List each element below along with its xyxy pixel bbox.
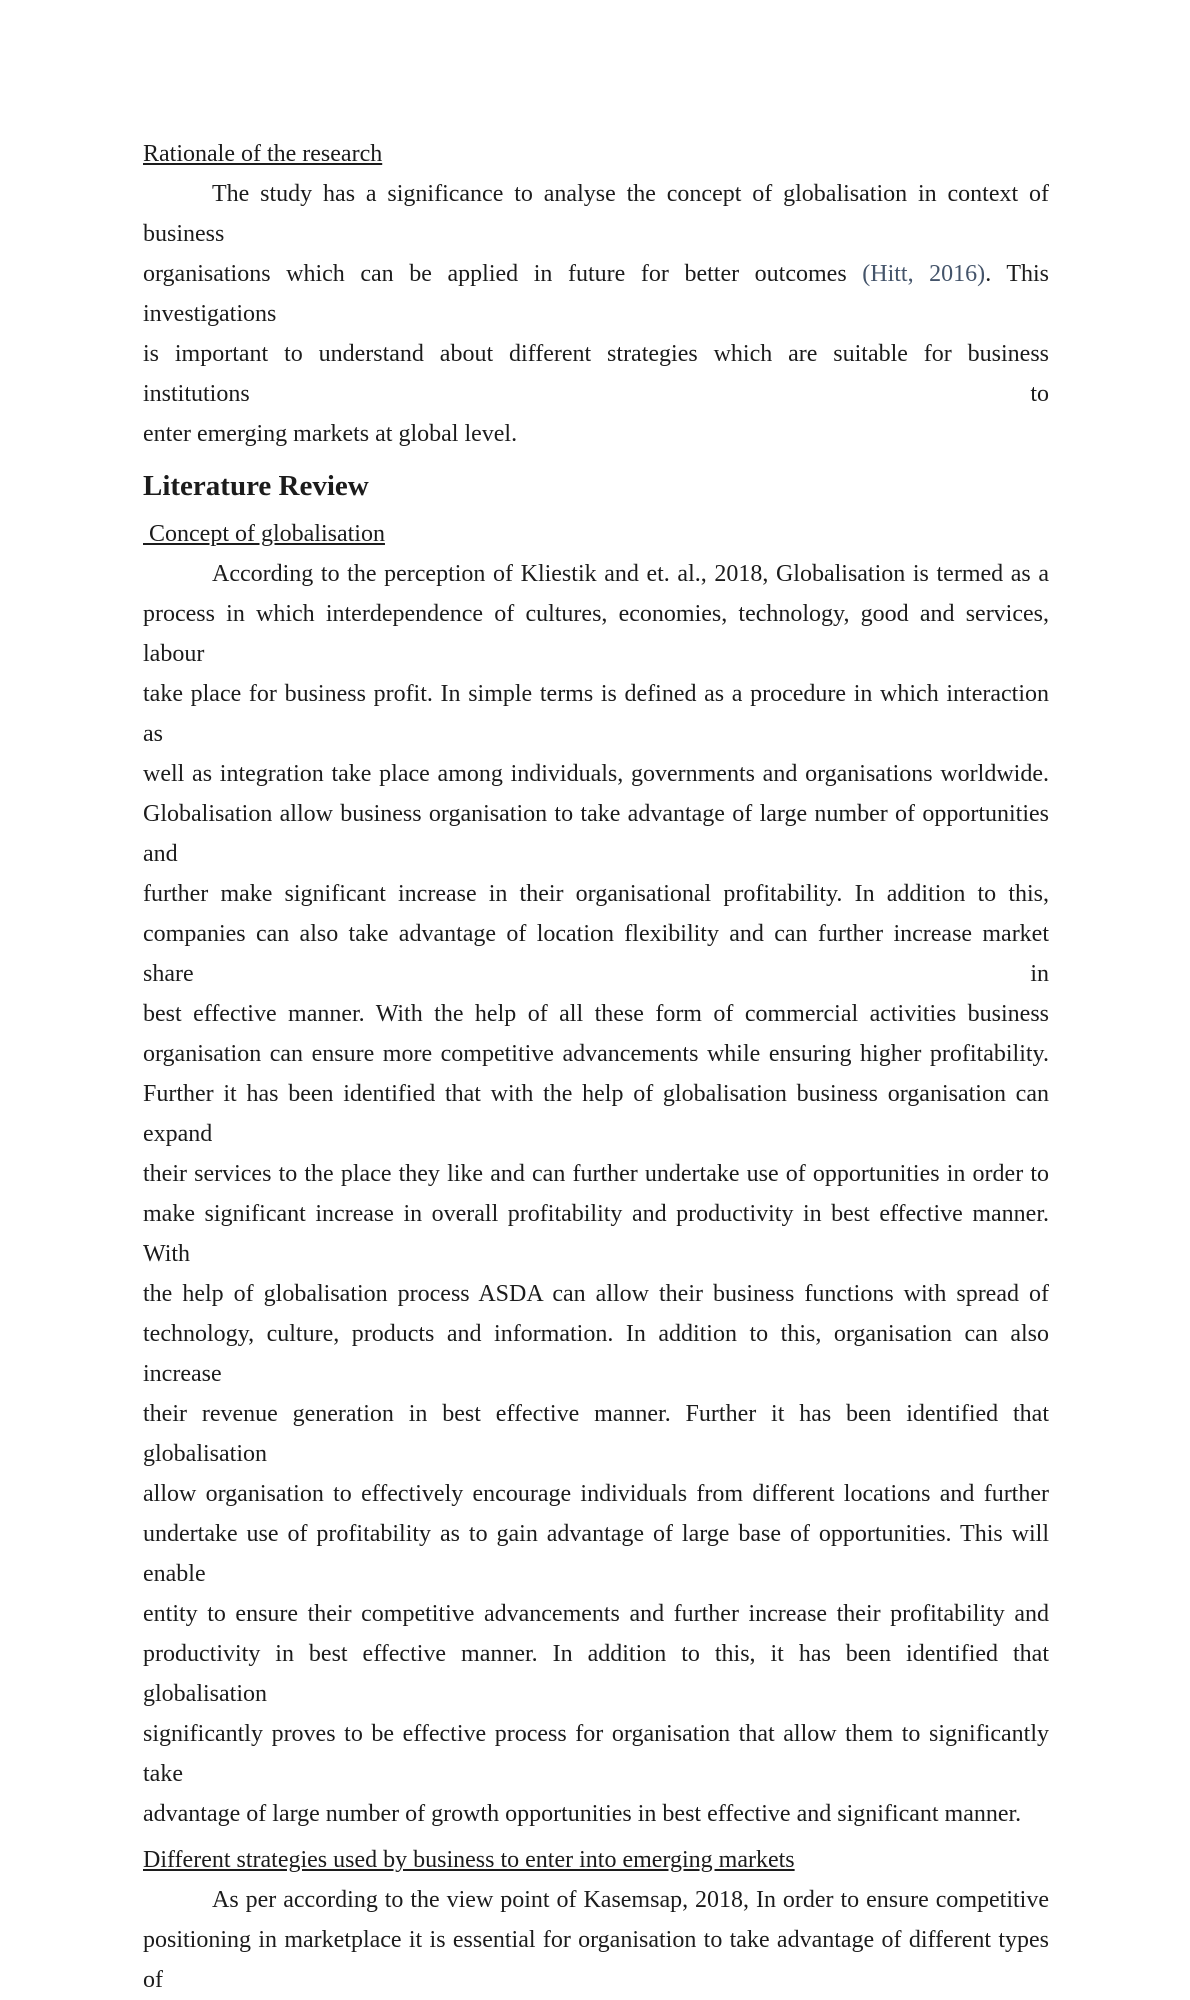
text-line: allow organisation to effectively encourage individuals from different locations and further bbox=[143, 1481, 1049, 1507]
text-line: productivity in best effective manner. In addition to this, it has been identified that globalisation bbox=[143, 1641, 1049, 1707]
paragraph-rationale bbox=[143, 174, 1049, 454]
text-line: The study has a significance to analyse the concept of globalisation in context of business bbox=[143, 181, 1049, 247]
text-line: significantly proves to be effective process for organisation that allow them to significantly take bbox=[143, 1721, 1049, 1787]
text-line: As per according to the view point of Kasemsap, 2018, In order to ensure competitive bbox=[212, 1887, 1049, 1913]
text-line: their services to the place they like and can further undertake use of opportunities in order to bbox=[143, 1161, 1049, 1187]
text-line: make significant increase in overall profitability and productivity in best effective manner. With bbox=[143, 1201, 1049, 1267]
text-line: their revenue generation in best effective manner. Further it has been identified that globalisation bbox=[143, 1401, 1049, 1467]
text-line: undertake use of profitability as to gain advantage of large base of opportunities. This will enable bbox=[143, 1521, 1049, 1587]
text-line: advantage of large number of growth opportunities in best effective and significant manner. bbox=[143, 1801, 1022, 1827]
text-line: entity to ensure their competitive advancements and further increase their profitability and bbox=[143, 1601, 1049, 1627]
text-line: is important to understand about different strategies which are suitable for business institutions to bbox=[143, 341, 1049, 407]
text-line: best effective manner. With the help of all these form of commercial activities business bbox=[143, 1001, 1049, 1027]
heading-literature-review: Literature Review bbox=[143, 470, 369, 502]
text-line: companies can also take advantage of location flexibility and can further increase market share in bbox=[143, 921, 1049, 987]
paragraph-concept-of-globalisation bbox=[143, 554, 1049, 1834]
text-line: technology, culture, products and information. In addition to this, organisation can also increase bbox=[143, 1321, 1049, 1387]
text-line: organisation can ensure more competitive advancements while ensuring higher profitability. bbox=[143, 1041, 1049, 1067]
text-segment: . This investigations bbox=[143, 261, 1050, 327]
text-line: take place for business profit. In simple terms is defined as a procedure in which interaction as bbox=[143, 681, 1049, 747]
heading-concept-of-globalisation: Concept of globalisation bbox=[143, 521, 385, 547]
text-line: the help of globalisation process ASDA can allow their business functions with spread of bbox=[143, 1281, 1049, 1307]
text-line: enter emerging markets at global level. bbox=[143, 421, 518, 447]
text-line: Globalisation allow business organisation to take advantage of large number of opportunities and bbox=[143, 801, 1049, 867]
text-line: further make significant increase in their organisational profitability. In addition to this, bbox=[143, 881, 1049, 907]
paragraph-different-strategies bbox=[143, 1880, 1049, 2000]
text-line: Further it has been identified that with the help of globalisation business organisation can expand bbox=[143, 1081, 1049, 1147]
text-line: According to the perception of Kliestik and et. al., 2018, Globalisation is termed as a bbox=[212, 561, 1049, 587]
text-line: process in which interdependence of cultures, economies, technology, good and services, labour bbox=[143, 601, 1049, 667]
heading-different-strategies: Different strategies used by business to enter into emerging markets bbox=[143, 1847, 795, 1873]
text-segment: organisations which can be applied in future for better outcomes bbox=[143, 261, 863, 287]
text-line: well as integration take place among individuals, governments and organisations worldwide. bbox=[143, 761, 1049, 787]
citation-hitt-2016: (Hitt, 2016) bbox=[862, 261, 986, 287]
text-line bbox=[143, 254, 1049, 334]
text-line: positioning in marketplace it is essential for organisation to take advantage of different types of bbox=[143, 1927, 1049, 1993]
heading-rationale: Rationale of the research bbox=[143, 141, 383, 167]
